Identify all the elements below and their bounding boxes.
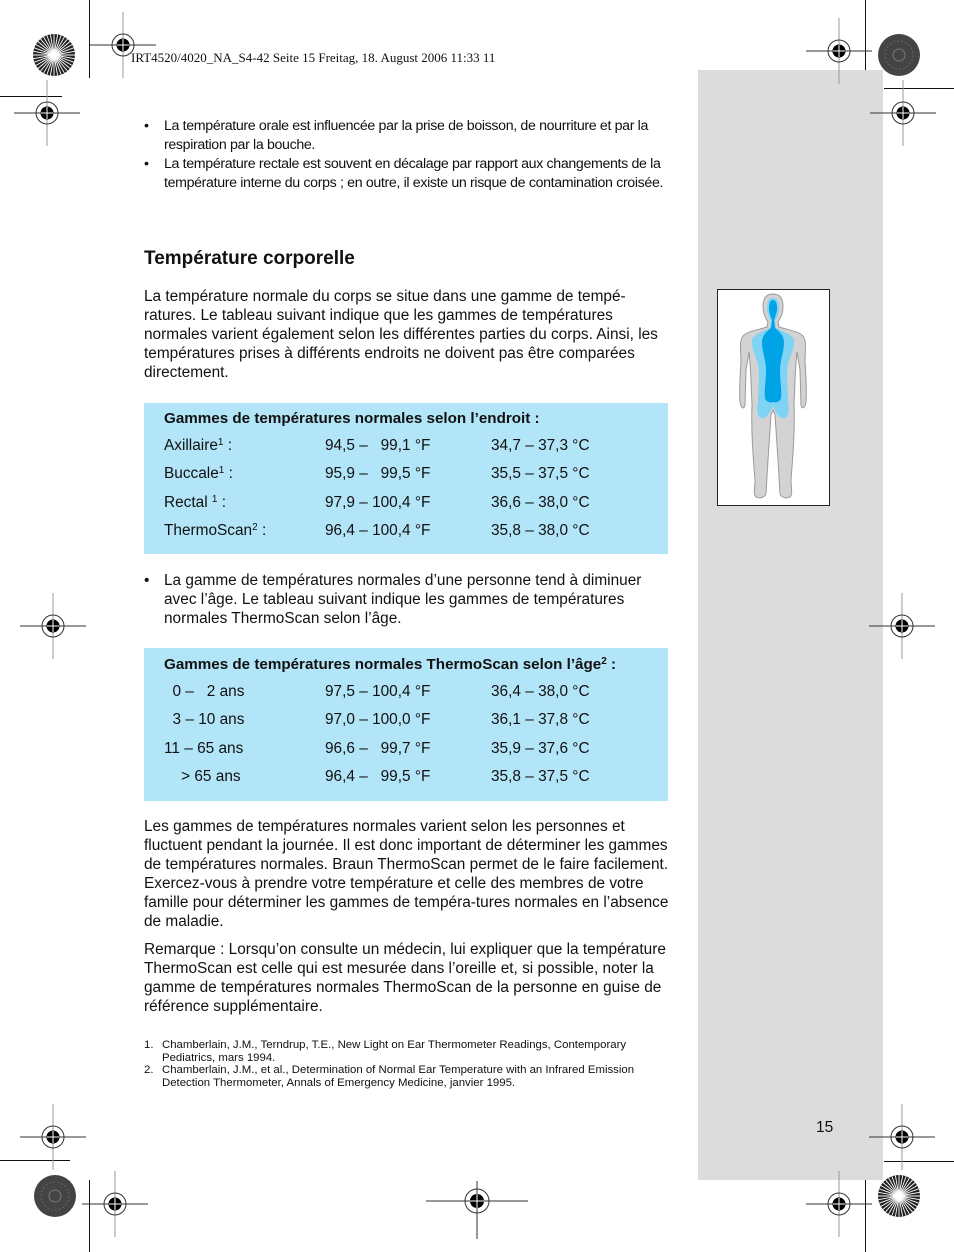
- section-intro-paragraph: La température normale du corps se situe dans une gamme de tempé-ratures. Le tableau suivant indique que les gammes de températures normales varient également selon les différentes parties du corps. Ainsi, les températures prises à différents endroits ne doivent pas être comparées directement.: [144, 288, 658, 381]
- margin-sidebar: [698, 70, 883, 1180]
- registration-mark-icon: [806, 1171, 872, 1237]
- age-range: 3 – 10 ans: [164, 711, 245, 729]
- fahrenheit-range: 96,6 – 99,7 °F: [325, 739, 431, 757]
- registration-mark-icon: [426, 1150, 528, 1252]
- table-row: [164, 763, 648, 792]
- site-label: ThermoScan$^2$ :: [164, 522, 267, 540]
- registration-mark-icon: [20, 1104, 86, 1170]
- site-label: Buccale$^1$ :: [164, 465, 233, 483]
- temperature-by-site-table: [144, 403, 668, 554]
- fahrenheit-range: 96,4 – 100,4 °F: [325, 522, 431, 540]
- footnotes: [144, 1039, 669, 1089]
- fahrenheit-range: 97,5 – 100,4 °F: [325, 682, 431, 700]
- table-row: [164, 488, 648, 517]
- human-body-icon: [718, 290, 829, 505]
- registration-mark-icon: [869, 593, 935, 659]
- fahrenheit-range: 96,4 – 99,5 °F: [325, 768, 431, 786]
- table-row: [164, 677, 648, 706]
- fahrenheit-range: 95,9 – 99,5 °F: [325, 465, 431, 483]
- registration-mark-icon: [870, 80, 936, 146]
- celsius-range: 35,9 – 37,6 °C: [491, 739, 590, 757]
- ranges-paragraph: Les gammes de températures normales varient selon les personnes et fluctuent pendant la journée. Il est donc important de déterminer les gammes de températures normales. Braun ThermoScan permet de le faire facilement. Exercez-vous à prendre votre température et celle des membres de votre famille pour déterminer les gammes de tempéra-tures normales en l’absence de maladie.: [144, 818, 669, 930]
- fahrenheit-range: 97,9 – 100,4 °F: [325, 493, 431, 511]
- celsius-range: 36,6 – 38,0 °C: [491, 493, 590, 511]
- section-heading-wrapper: [144, 248, 669, 270]
- page-number: 15: [816, 1119, 834, 1136]
- celsius-range: 35,8 – 38,0 °C: [491, 522, 590, 540]
- registration-mark-icon: [20, 593, 86, 659]
- registration-mark-icon: [806, 18, 872, 84]
- age-range: > 65 ans: [164, 768, 241, 786]
- bullet-icon: •: [144, 572, 150, 589]
- celsius-range: 35,5 – 37,5 °C: [491, 465, 590, 483]
- starburst-target-icon: [877, 1174, 921, 1218]
- color-target-icon: [877, 33, 921, 77]
- bullet-icon: •: [144, 156, 149, 172]
- footnote: 2. Chamberlain, J.M., et al., Determination of Normal Ear Temperature with an Infrared Emission Detection Thermometer, Annals of Emergency Medicine, janvier 1995.: [144, 1064, 635, 1089]
- celsius-range: 34,7 – 37,3 °C: [491, 436, 590, 454]
- table-title: Gammes de températures normales selon l’endroit :: [164, 410, 540, 427]
- temperature-by-age-table: [144, 648, 668, 801]
- table-row: [164, 706, 648, 735]
- site-label: Rectal $^1$ :: [164, 493, 227, 511]
- list-item: • La gamme de températures normales d’une personne tend à diminuer avec l’âge. Le tableau suivant indique les gammes de températures normales ThermoScan selon l’âge.: [144, 572, 642, 627]
- registration-mark-icon: [869, 1104, 935, 1170]
- note-paragraph: Remarque : Lorsqu’on consulte un médecin, lui expliquer que la température ThermoScan est celle qui est mesurée dans l’oreille et, si possible, noter la gamme de températures normales ThermoScan de la personne en guise de référence supplémentaire.: [144, 941, 666, 1015]
- registration-mark-icon: [90, 12, 156, 78]
- age-bullet-list: [144, 571, 669, 628]
- age-range: 11 – 65 ans: [164, 739, 244, 757]
- registration-mark-icon: [14, 80, 80, 146]
- table-row: [164, 431, 648, 460]
- celsius-range: 36,1 – 37,8 °C: [491, 711, 590, 729]
- age-range: 0 – 2 ans: [164, 682, 245, 700]
- print-slug: IRT4520/4020_NA_S4-42 Seite 15 Freitag, 18. August 2006 11:33 11: [131, 50, 496, 65]
- starburst-target-icon: [32, 33, 76, 77]
- fahrenheit-range: 94,5 – 99,1 °F: [325, 436, 431, 454]
- list-item: • La température orale est influencée par la prise de boisson, de nourriture et par la respiration par la bouche.: [144, 118, 649, 153]
- celsius-range: 35,8 – 37,5 °C: [491, 768, 590, 786]
- site-label: Axillaire$^1$ :: [164, 436, 233, 454]
- table-row: [164, 734, 648, 763]
- section-title: Température corporelle: [144, 248, 355, 269]
- celsius-range: 36,4 – 38,0 °C: [491, 682, 590, 700]
- table-row: [164, 460, 648, 489]
- intro-bullet-list: [144, 117, 669, 193]
- footnote: 1. Chamberlain, J.M., Terndrup, T.E., New Light on Ear Thermometer Readings, Contemporary Pediatrics, mars 1994.: [144, 1039, 627, 1064]
- bullet-icon: •: [144, 118, 149, 134]
- list-item: • La température rectale est souvent en décalage par rapport aux changements de la température interne du corps ; en outre, il existe un risque de contamination croisée.: [144, 156, 664, 191]
- table-row: [164, 517, 648, 546]
- body-temperature-figure: [717, 289, 830, 506]
- table-title: Gammes de températures normales ThermoScan selon l’âge$^2$ :: [164, 656, 617, 673]
- color-target-icon: [33, 1174, 77, 1218]
- fahrenheit-range: 97,0 – 100,0 °F: [325, 711, 431, 729]
- registration-mark-icon: [82, 1171, 148, 1237]
